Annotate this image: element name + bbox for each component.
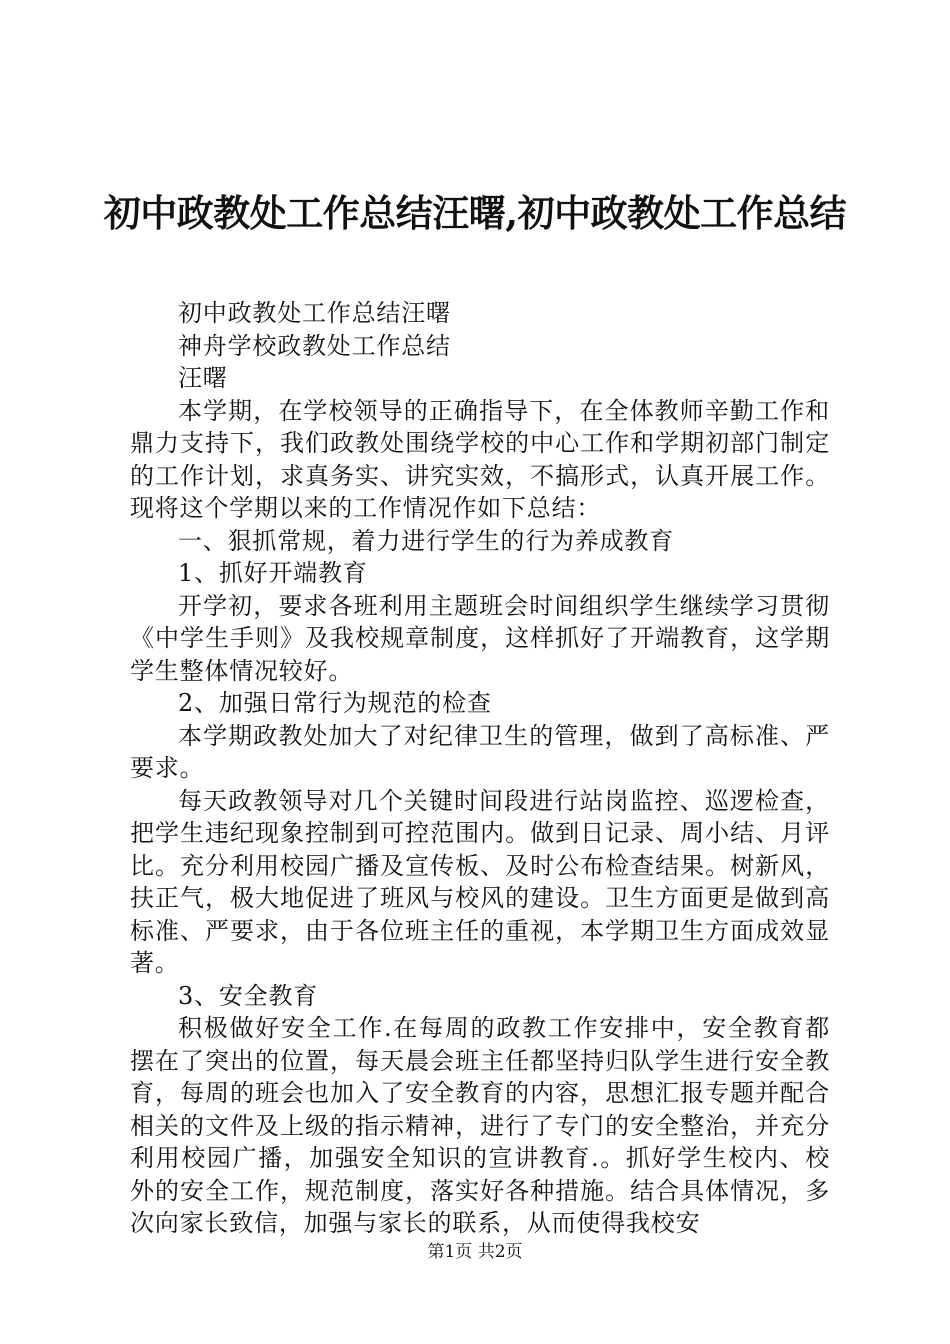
- paragraph: 开学初，要求各班利用主题班会时间组织学生继续学习贯彻《中学生手则》及我校规章制度，这样抓好了开端教育，这学期学生整体情况较好。: [130, 591, 830, 685]
- subsection-heading: 2、加强日常行为规范的检查: [178, 689, 492, 717]
- paragraph: 积极做好安全工作.在每周的政教工作安排中，安全教育都摆在了突出的位置，每天晨会班主任都坚持归队学生进行安全教育，每周的班会也加入了安全教育的内容，思想汇报专题并配合相关的文件及上级的指示精神，进行了专门的安全整治，并充分利用校园广播，加强安全知识的宣讲教育.。抓好学生校内、校外的安全工作，规范制度，落实好各种措施。结合具体情况，多次向家长致信，加强与家长的联系，从而使得我校安: [130, 1014, 830, 1237]
- subsection-heading: 1、抓好开端教育: [178, 559, 368, 587]
- section-heading: 一、狠抓常规，着力进行学生的行为养成教育: [178, 526, 674, 555]
- paragraph: 汪曙: [178, 364, 228, 392]
- paragraph: 每天政教领导对几个关键时间段进行站岗监控、巡逻检查，把学生违纪现象控制到可控范围内。做到日记录、周小结、月评比。充分利用校园广播及宣传板、及时公布检查结果。树新风，扶正气，极大地促进了班风与校风的建设。卫生方面更是做到高标准、严要求，由于各位班主任的重视，本学期卫生方面成效显著。: [130, 786, 830, 977]
- paragraph: 本学期政教处加大了对纪律卫生的管理，做到了高标准、严要求。: [130, 721, 830, 782]
- document-title: 初中政教处工作总结汪曙,初中政教处工作总结: [103, 191, 847, 235]
- subsection-heading: 3、安全教育: [178, 981, 319, 1010]
- paragraph: 初中政教处工作总结汪曙: [178, 299, 451, 327]
- page-footer: 第1页 共2页: [427, 1242, 523, 1262]
- paragraph: 本学期，在学校领导的正确指导下，在全体教师辛勤工作和鼎力支持下，我们政教处围绕学校的中心工作和学期初部门制定的工作计划，求真务实、讲究实效，不搞形式，认真开展工作。现将这个学期以来的工作情况作如下总结：: [130, 396, 830, 522]
- document-body: [130, 297, 830, 1240]
- paragraph: 神舟学校政教处工作总结: [178, 331, 451, 360]
